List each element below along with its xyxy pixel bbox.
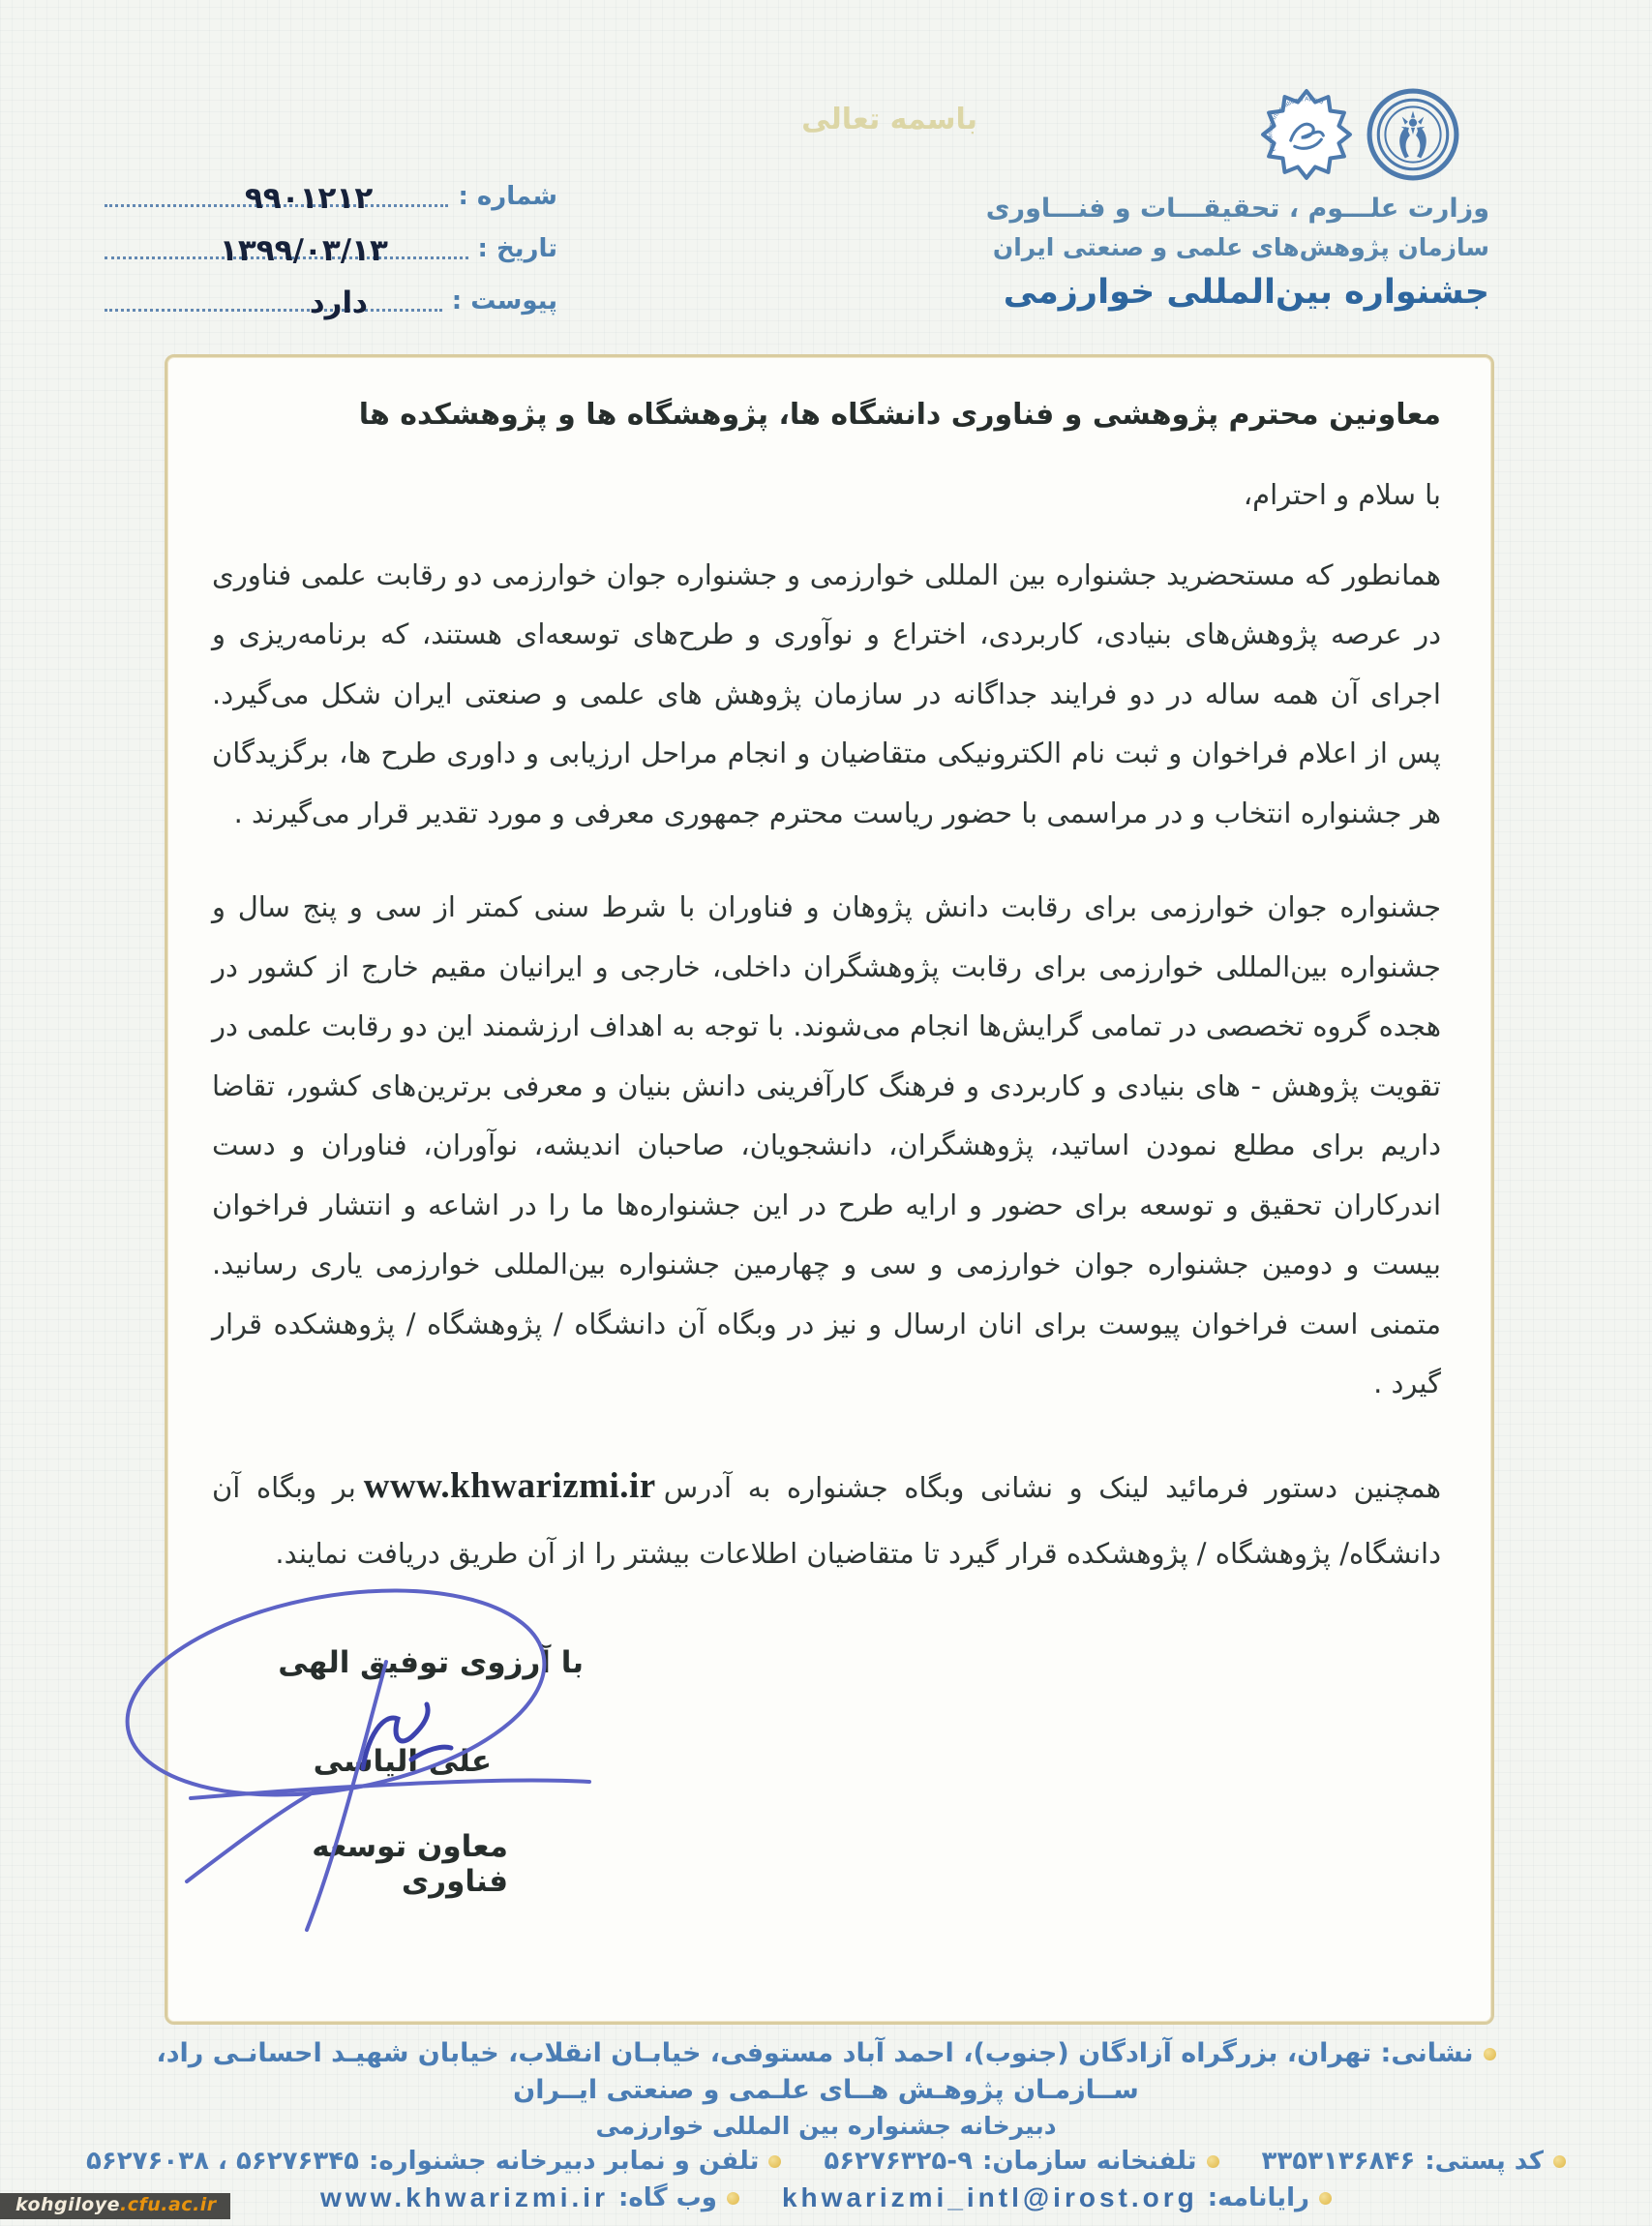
switchboard-pair [824, 2147, 1218, 2176]
letter-body-frame [165, 354, 1494, 2025]
paragraph-2: جشنواره جوان خوارزمی برای رقابت دانش پژوهان و فناوران با شرط سنی کمتر از سی و پنج سال و جشنواره بین‌المللی خوارزمی برای رقابت پژوهشگران داخلی، خارجی و ایرانیان مقیم خارج از کشور در هجده گروه تخصصی در تمامی گرایش‌ها انجام می‌شوند. با توجه به اهداف ارزشمند این دو رقابت علمی در تقویت پژوهش - های بنیادی و کاربردی و فرهنگ کارآفرینی دانش بنیان و معرفی برترین‌های کشور، تقاضا داریم برای مطلع نمودن اساتید، پژوهشگران، دانشجویان، صاحبان اندیشه، نوآوران، فناوران و دست اندرکاران تحقیق و توسعه برای حضور و ارایه طرح در این جشنواره‌ها ما را در اشاعه و انتشار فراخوان بیست و دومین جشنواره جوان خوارزمی و سی و چهارمین جشنواره بین‌المللی خوارزمی یاری رسانید. متمنی است فراخوان پیوست برای انان ارسال و نیز در وبگاه آن دانشگاه / پژوهشگاه / پژوهشکده قرار گیرد . [212, 890, 1441, 1400]
website-label: وب گاه: [617, 2183, 717, 2212]
secretariat-phone-pair [86, 2147, 781, 2176]
letter-date-label: تاریخ : [477, 234, 557, 263]
dotted-line [105, 181, 448, 216]
postal-code-value: ۳۳۵۳۱۳۶۸۴۶ [1261, 2147, 1416, 2176]
signature-name: علی الیاسی [313, 1744, 492, 1779]
site-watermark [0, 2193, 230, 2219]
letter-number-row [103, 181, 557, 216]
paragraph-3 [212, 1449, 1441, 1584]
footer-address-line [0, 2038, 1652, 2068]
footer-contact-line [0, 2147, 1652, 2176]
footer-web-line [0, 2182, 1652, 2213]
festival-name: جشنواره بین‌المللی خوارزمی [1003, 273, 1489, 312]
letter-meta [103, 182, 557, 339]
bullet-icon [1319, 2192, 1332, 2205]
bullet-icon [1484, 2048, 1496, 2061]
switchboard-label: تلفنخانه سازمان: [981, 2147, 1197, 2176]
secretariat-phone-label: تلفن و نمابر دبیرخانه جشنواره: [368, 2147, 760, 2176]
email-value: khwarizmi_intl@irost.org [781, 2182, 1198, 2212]
bullet-icon [1553, 2155, 1566, 2168]
site-watermark-name: kohgiloye [15, 2194, 120, 2215]
paragraph-3-lead: همچنین دستور فرمائید لینک و نشانی وبگاه جشنواره به آدرس [663, 1470, 1441, 1504]
letterhead-logos [1124, 87, 1489, 182]
signature-title: معاون توسعه فناوری [312, 1829, 508, 1899]
badge-ring-text: Khwarizmi International Award [1267, 96, 1325, 153]
switchboard-value: ۵۶۲۷۶۳۲۵-۹ [824, 2147, 973, 2176]
footer-address-text: نشانی: تهران، بزرگراه آزادگان (جنوب)، احمد آباد مستوفی، خیابـان انقلاب، خیابان شهیـد احسانـی راد، [156, 2038, 1474, 2068]
paragraph-1: همانطور که مستحضرید جشنواره بین المللی خوارزمی و جشنواره جوان خوارزمی دو رقابت علمی فناوری در عرصه پژوهش‌های بنیادی، کاربردی، اختراع و نوآوری و طرح‌های توسعه‌ای هستند، که برنامه‌ریزی و اجرای آن همه ساله در دو فرایند جداگانه در سازمان پژوهش های علمی و صنعتی ایران شکل می‌گیرد. پس از اعلام فراخوان و ثبت نام الکترونیکی متقاضیان و انجام مراحل ارزیابی و داوری طرح ها، برگزیدگان هر جشنواره انتخاب و در مراسمی با حضور ریاست محترم جمهوری معرفی و مورد تقدیر قرار می‌گیرند . [212, 558, 1441, 829]
footer-secretariat-line: دبیرخانه جشنواره بین المللی خوارزمی [595, 2112, 1057, 2140]
dotted-line [105, 233, 468, 268]
letter-number-label: شماره : [458, 182, 557, 211]
website-value: www.khwarizmi.ir [320, 2182, 609, 2212]
festival-url-text: www.khwarizmi.ir [363, 1465, 656, 1506]
letter-attachment-value: دارد [309, 286, 369, 320]
letter-date-value: ۱۳۹۹/۰۳/۱۳ [219, 233, 388, 268]
email-label: رایانامه: [1207, 2183, 1309, 2212]
recipient-line: معاونین محترم پژوهشی و فناوری دانشگاه ها، پژوهشگاه ها و پژوهشکده ها [358, 398, 1441, 432]
bullet-icon [1207, 2155, 1219, 2168]
salutation-line: با سلام و احترام، [1243, 478, 1441, 511]
bismillah-watermark: باسمه تعالی [801, 103, 977, 136]
ministry-name: وزارت علـــوم ، تحقیقـــات و فنـــاوری [985, 194, 1489, 224]
bullet-icon [768, 2155, 781, 2168]
postal-code-label: کد پستی: [1425, 2147, 1544, 2176]
paragraph-3-tail: بر وبگاه آن دانشگاه/ پژوهشگاه / پژوهشکده قرار گیرد تا متقاضیان اطلاعات بیشتر را از آن طریق دریافت نمایند. [212, 1470, 1441, 1570]
khwarizmi-award-badge-icon [1259, 87, 1354, 182]
letter-number-value: ۹۹۰۱۲۱۲ [244, 181, 374, 216]
signature-block [206, 1645, 584, 1899]
site-watermark-domain: .cfu.ac.ir [120, 2194, 217, 2215]
letter-date-row [103, 233, 557, 268]
letter-attachment-row [103, 286, 557, 320]
email-pair [782, 2182, 1332, 2213]
dotted-line [105, 286, 442, 320]
website-pair [320, 2182, 739, 2213]
bullet-icon [727, 2192, 739, 2205]
letter-footer [0, 2038, 1652, 2213]
signature-closing: با آرزوی توفیق الهی [278, 1645, 584, 1680]
letterhead [985, 87, 1489, 312]
irost-emblem-icon [1366, 87, 1460, 182]
letter-attachment-label: پیوست : [451, 286, 557, 316]
secretariat-phone-value: ۵۶۲۷۶۳۴۵ ، ۵۶۲۷۶۰۳۸ [86, 2147, 359, 2176]
footer-organization-line: ســازمـان پژوهـش هــای علـمی و صنعتی ایــران [513, 2075, 1139, 2105]
postal-code-pair [1262, 2147, 1566, 2176]
organization-name: سازمان پژوهش‌های علمی و صنعتی ایران [992, 233, 1489, 261]
